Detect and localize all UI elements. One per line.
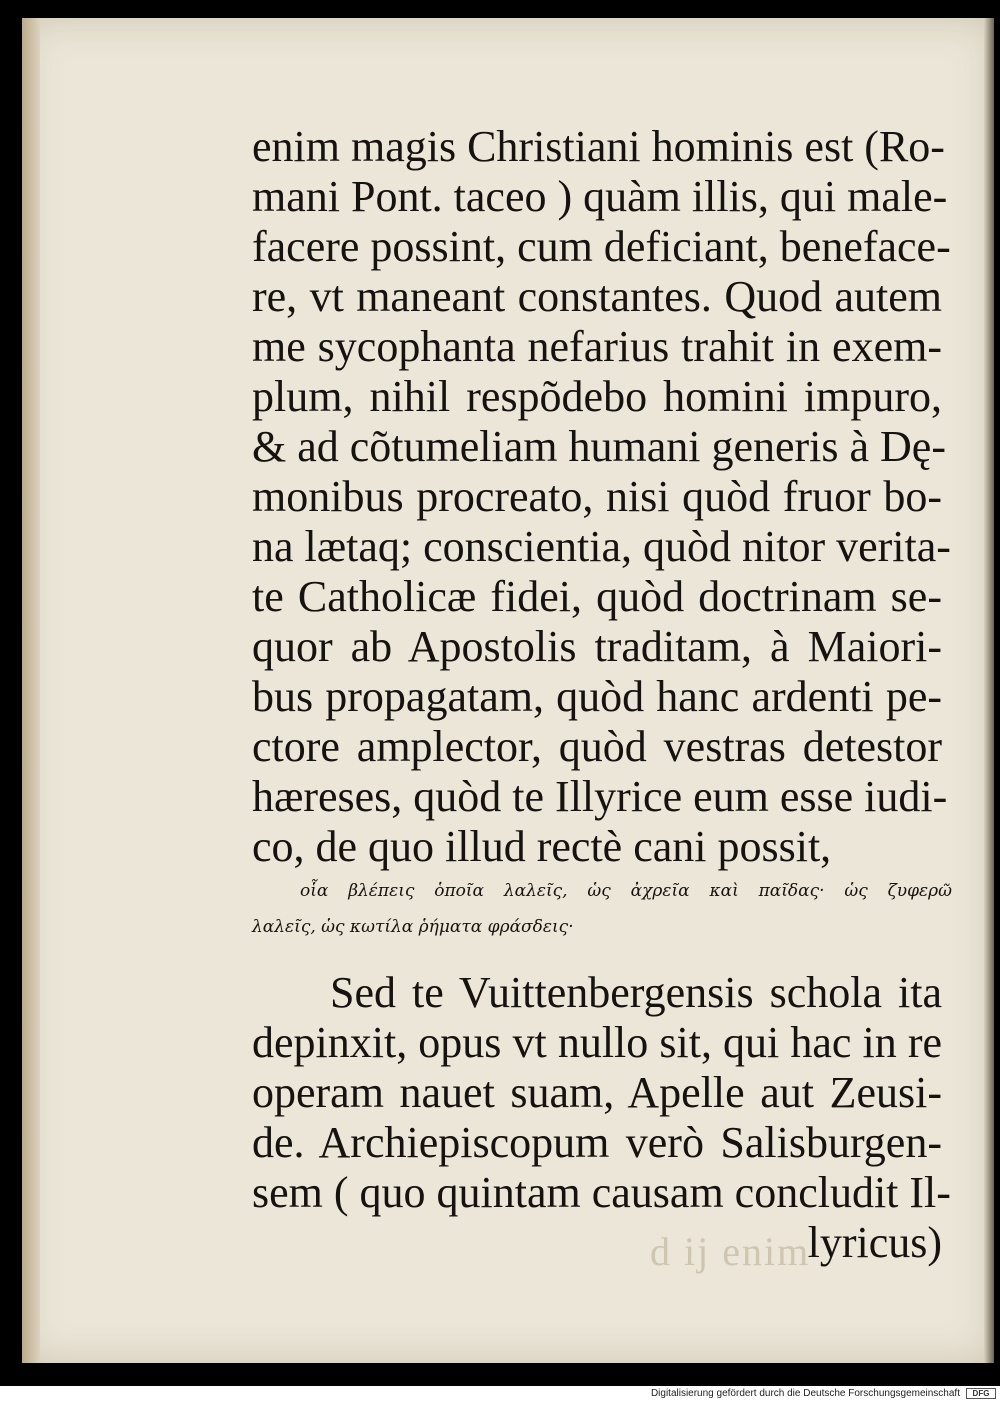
text-line: hæreses, quòd te Illyrice eum esse iudi- [252, 772, 948, 821]
text-line: me sycophanta nefarius trahit in exem- [252, 322, 942, 371]
text-line: te Catholicæ fidei, quòd doctrinam se- [252, 572, 942, 621]
text-line: depinxit, opus vt nullo sit, qui hac in re [252, 1018, 942, 1067]
dfg-logo-icon: DFG [966, 1388, 996, 1399]
text-line: & ad cõtumeliam humani generis à Dę- [252, 422, 946, 471]
text-line: mani Pont. taceo ) quàm illis, qui male- [252, 172, 948, 221]
text-line: ctore amplector, quòd vestras detestor [252, 722, 942, 771]
greek-quote-line: λαλεῖς, ὡς κωτίλα ῥήματα φράσδεις· [252, 917, 574, 937]
text-line: enim magis Christiani hominis est (Ro- [252, 122, 945, 171]
text-line: re, vt maneant constantes. Quod autem [252, 272, 942, 321]
text-line: sem ( quo quintam causam concludit Il- [252, 1168, 951, 1217]
text-line: de. Archiepiscopum verò Salisburgen- [252, 1118, 942, 1167]
footer-bar [0, 1386, 1000, 1401]
text-line: monibus procreato, nisi quòd fruor bo- [252, 472, 942, 521]
bleed-through-text: d ij enim [650, 1229, 811, 1274]
text-line: operam nauet suam, Apelle aut Zeusi- [252, 1068, 942, 1117]
funding-credit: Digitalisierung gefördert durch die Deutsche Forschungsgemeinschaft [650, 1388, 960, 1399]
text-line: bus propagatam, quòd hanc ardenti pe- [252, 672, 942, 721]
text-line: quor ab Apostolis traditam, à Maiori- [252, 622, 942, 671]
page-right-edge [984, 18, 994, 1363]
page-left-edge [22, 18, 40, 1363]
text-line: plum, nihil respõdebo homini impuro, [252, 372, 942, 421]
text-line: co, de quo illud rectè cani possit, [252, 822, 832, 871]
greek-quote-line: οἷα βλέπεις ὁποῖα λαλεῖς, ὡς ἀχρεῖα καὶ παῖδας· ὡς ζυφερῶ [300, 881, 952, 901]
text-line: Sed te Vuittenbergensis schola ita [330, 968, 942, 1017]
catchword: lyricus) [807, 1218, 942, 1267]
text-line: na lætaq; conscientia, quòd nitor verita- [252, 522, 951, 571]
text-line: facere possint, cum deficiant, beneface- [252, 222, 951, 271]
